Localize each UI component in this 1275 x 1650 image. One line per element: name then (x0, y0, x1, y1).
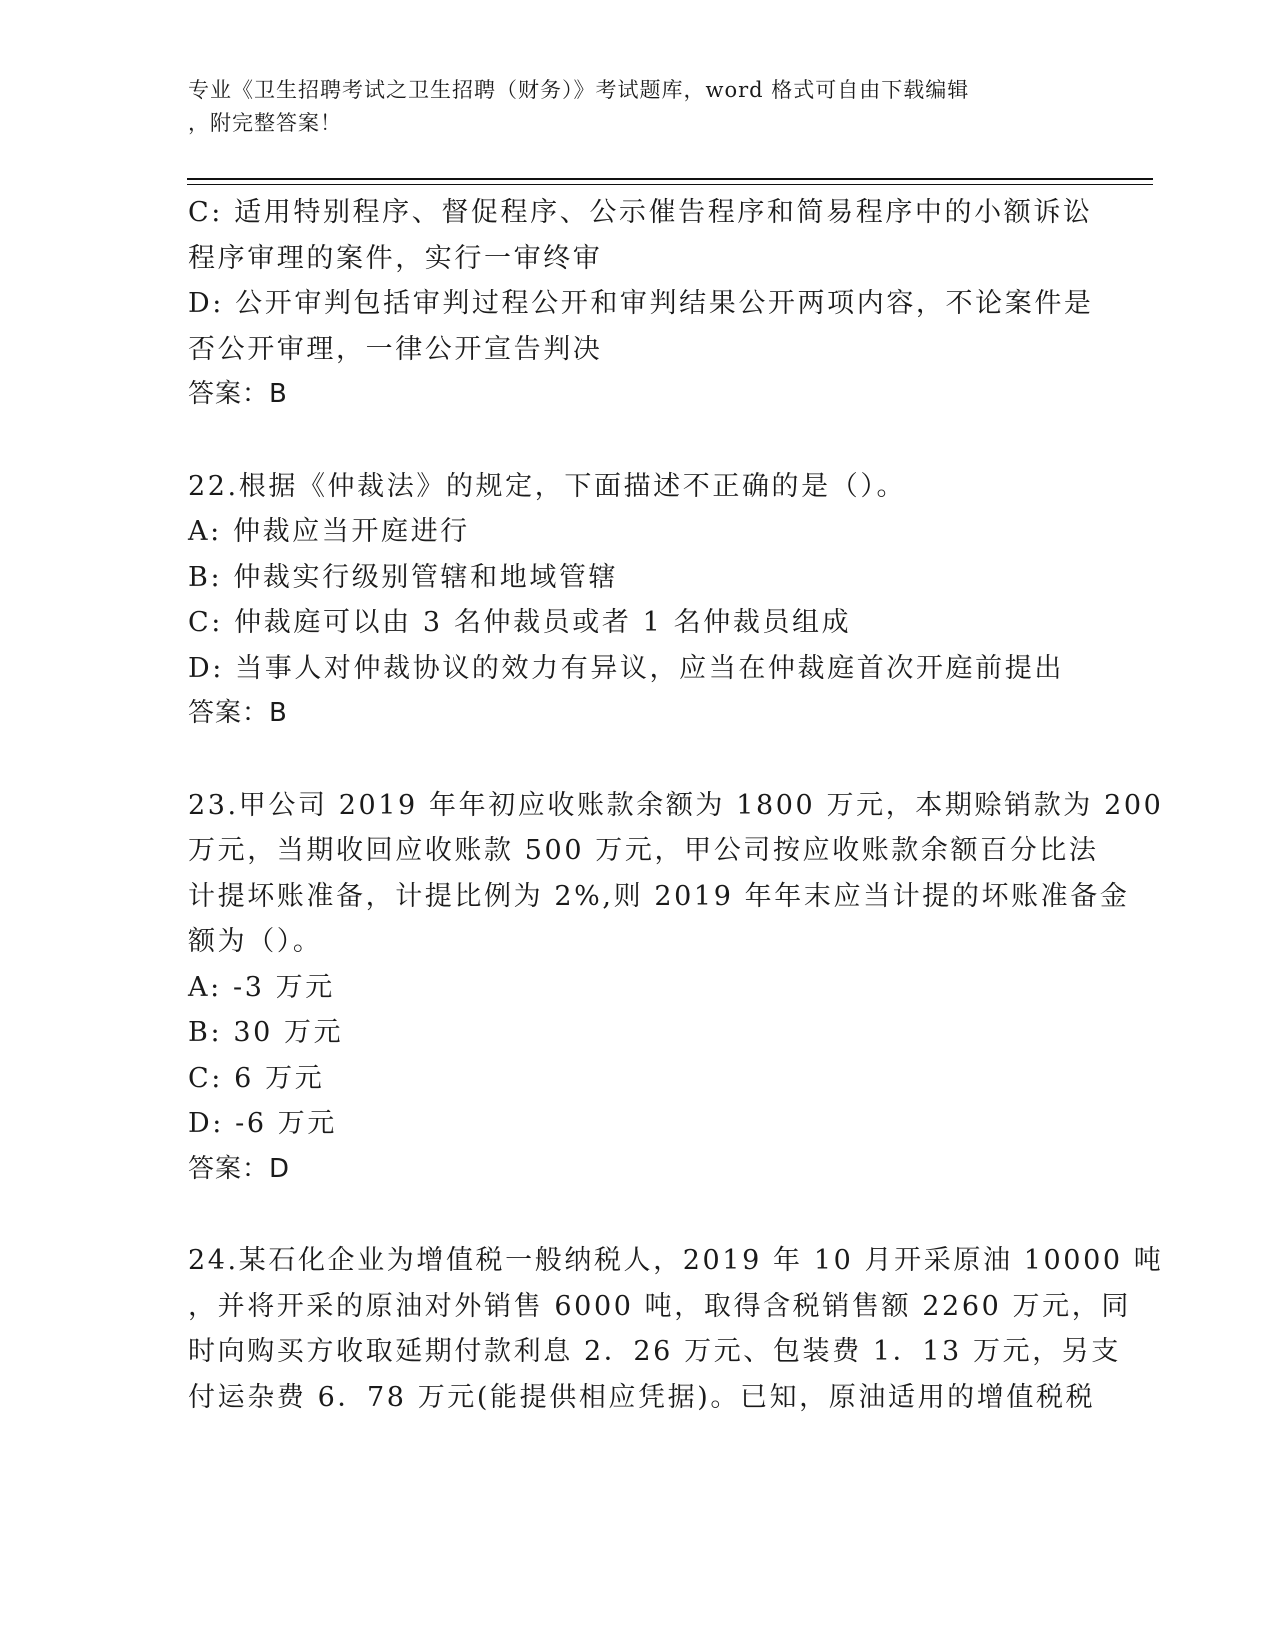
q24-stem-line-3: 时向购买方收取延期付款利息 2．26 万元、包装费 1．13 万元，另支 (188, 1336, 1121, 1367)
q24-stem-line-2: ，并将开采的原油对外销售 6000 吨，取得含税销售额 2260 万元，同 (188, 1290, 1131, 1322)
question-24 (188, 1238, 1164, 1420)
header-rule-thick (187, 178, 1153, 180)
q22-option-c: C: 仲裁庭可以由 3 名仲裁员或者 1 名仲裁员组成 (188, 607, 852, 638)
question-content (188, 190, 1164, 1420)
q21-answer: 答案：B (188, 379, 288, 409)
spacer (188, 737, 1088, 783)
q23-option-c: C: 6 万元 (188, 1062, 325, 1094)
question-22 (188, 464, 1088, 737)
header-line-1: 专业《卫生招聘考试之卫生招聘（财务）》考试题库，word 格式可自由下载编辑 (188, 78, 970, 102)
q23-answer: 答案：D (188, 1153, 291, 1184)
q24-stem-line-1: 24.某石化企业为增值税一般纳税人，2019 年 10 月开采原油 10000 吨 (188, 1245, 1164, 1276)
q22-stem: 22.根据《仲裁法》的规定，下面描述不正确的是（）。 (188, 470, 907, 502)
page-header (188, 74, 1068, 140)
header-line-2: ，附完整答案！ (188, 111, 342, 135)
q21-option-d-line-2: 否公开审理，一律公开宣告判决 (188, 333, 603, 365)
q23-option-b: B: 30 万元 (188, 1017, 344, 1048)
spacer (188, 1192, 1088, 1238)
q21-option-c-line-2: 程序审理的案件，实行一审终审 (188, 242, 603, 274)
q24-stem-line-4: 付运杂费 6．78 万元(能提供相应凭据)。已知，原油适用的增值税税 (188, 1381, 1096, 1413)
header-rule-thin (187, 184, 1153, 185)
q21-option-d-line-1: D: 公开审判包括审判过程公开和审判结果公开两项内容，不论案件是 (188, 288, 1094, 319)
q22-option-d: D: 当事人对仲裁协议的效力有异议，应当在仲裁庭首次开庭前提出 (188, 652, 1064, 684)
q22-option-a: A: 仲裁应当开庭进行 (188, 516, 470, 547)
q23-stem-line-4: 额为（）。 (188, 926, 323, 957)
q23-stem-line-1: 23.甲公司 2019 年年初应收账款余额为 1800 万元，本期赊销款为 200 (188, 789, 1164, 821)
q23-option-a: A: -3 万元 (188, 971, 335, 1003)
q21-option-c-line-1: C: 适用特别程序、督促程序、公示催告程序和简易程序中的小额诉讼 (188, 197, 1093, 228)
q23-stem-line-2: 万元，当期收回应收账款 500 万元，甲公司按应收账款余额百分比法 (188, 835, 1099, 866)
q23-stem-line-3: 计提坏账准备，计提比例为 2%,则 2019 年年末应当计提的坏账准备金 (188, 880, 1130, 912)
question-23 (188, 783, 1164, 1193)
q22-answer: 答案：B (188, 698, 288, 728)
q22-option-b: B: 仲裁实行级别管辖和地域管辖 (188, 561, 619, 593)
q23-option-d: D: -6 万元 (188, 1108, 338, 1139)
question-21-tail (188, 190, 1094, 418)
spacer (188, 418, 1088, 464)
